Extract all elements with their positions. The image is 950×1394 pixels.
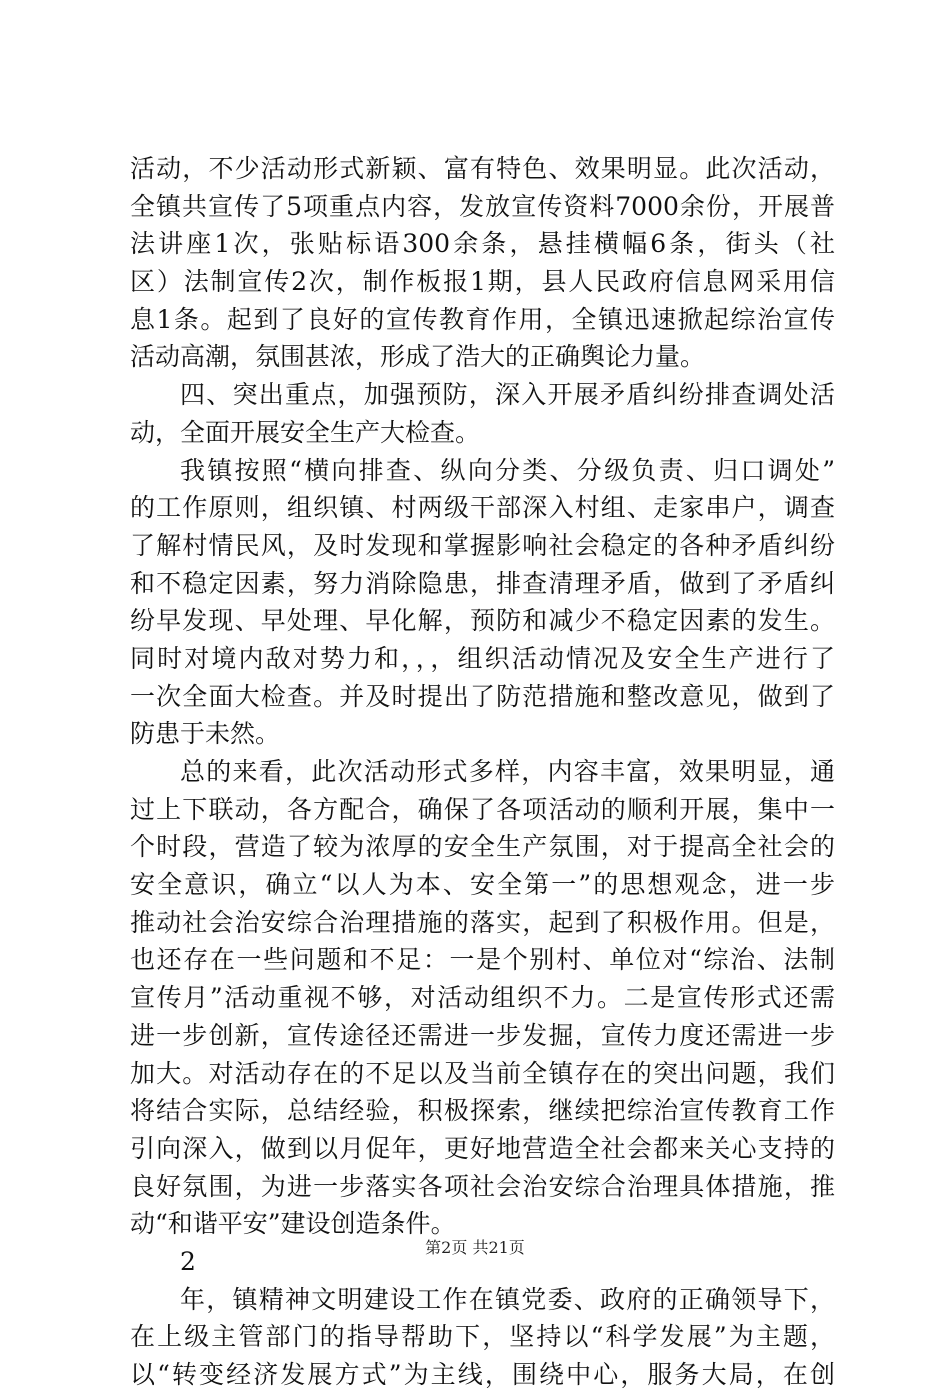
- text-line: 和不稳定因素，努力消除隐患，排查清理矛盾，做到了矛盾纠: [130, 568, 835, 598]
- text-line: 总的来看，此次活动形式多样，内容丰富，效果明显，通: [180, 757, 835, 786]
- text-line: 一次全面大检查。并及时提出了防范措施和整改意见，做到了: [130, 681, 835, 711]
- text-line: 推动社会治安综合治理措施的落实，起到了积极作用。但是，: [130, 907, 835, 937]
- text-line: 安全意识，确立“以人为本、安全第一”的思想观念，进一步: [130, 870, 835, 900]
- text-line: 息1条。起到了良好的宣传教育作用，全镇迅速掀起综治宣传: [130, 304, 835, 334]
- text-line: 活动，不少活动形式新颖、富有特色、效果明显。此次活动，: [130, 154, 835, 183]
- text-line: 了解村情民风，及时发现和掌握影响社会稳定的各种矛盾纠纷: [130, 530, 835, 560]
- text-line: 我镇按照“横向排查、纵向分类、分级负责、归口调处”: [180, 455, 835, 485]
- text-line: 活动高潮，氛围甚浓，形成了浩大的正确舆论力量。: [130, 342, 706, 372]
- page-number-footer: 第2页 共21页: [425, 1238, 525, 1257]
- text-line: 同时对境内敌对势力和，，，组织活动情况及安全生产进行了: [130, 643, 835, 673]
- text-line: 良好氛围，为进一步落实各项社会治安综合治理具体措施，推: [130, 1171, 835, 1201]
- text-line: 宣传月”活动重视不够，对活动组织不力。二是宣传形式还需: [130, 983, 835, 1013]
- text-line: 年，镇精神文明建设工作在镇党委、政府的正确领导下，: [180, 1284, 835, 1314]
- section-heading-line: 动，全面开展安全生产大检查。: [130, 417, 481, 447]
- text-line: 引向深入，做到以月促年，更好地营造全社会都来关心支持的: [130, 1133, 835, 1163]
- text-line: 以“转变经济发展方式”为主线，围绕中心，服务大局，在创: [130, 1360, 835, 1389]
- text-line: 个时段，营造了较为浓厚的安全生产氛围，对于提高全社会的: [130, 832, 835, 862]
- text-line: 法讲座1次，张贴标语300余条，悬挂横幅6条，街头（社: [130, 229, 835, 259]
- text-line: 纷早发现、早处理、早化解，预防和减少不稳定因素的发生。: [130, 606, 835, 636]
- text-line: 区）法制宣传2次，制作板报1期，县人民政府信息网采用信: [130, 267, 835, 297]
- text-line: 过上下联动，各方配合，确保了各项活动的顺利开展，集中一: [130, 794, 835, 824]
- text-line: 的工作原则，组织镇、村两级干部深入村组、走家串户，调查: [130, 493, 835, 523]
- text-line: 将结合实际，总结经验，积极探索，继续把综治宣传教育工作: [130, 1096, 835, 1126]
- text-line: 全镇共宣传了5项重点内容，发放宣传资料7000余份，开展普: [130, 191, 835, 221]
- section-number: 2: [180, 1246, 196, 1276]
- text-line: 在上级主管部门的指导帮助下，坚持以“科学发展”为主题，: [130, 1322, 835, 1352]
- text-line: 动“和谐平安”建设创造条件。: [130, 1209, 456, 1239]
- text-line: 防患于未然。: [130, 719, 281, 749]
- text-line: 也还存在一些问题和不足：一是个别村、单位对“综治、法制: [130, 945, 835, 975]
- text-line: 进一步创新，宣传途径还需进一步发掘，宣传力度还需进一步: [130, 1020, 835, 1050]
- section-heading-line: 四、突出重点，加强预防，深入开展矛盾纠纷排查调处活: [180, 380, 835, 410]
- document-body: [130, 150, 835, 1394]
- text-line: 加大。对活动存在的不足以及当前全镇存在的突出问题，我们: [130, 1058, 835, 1088]
